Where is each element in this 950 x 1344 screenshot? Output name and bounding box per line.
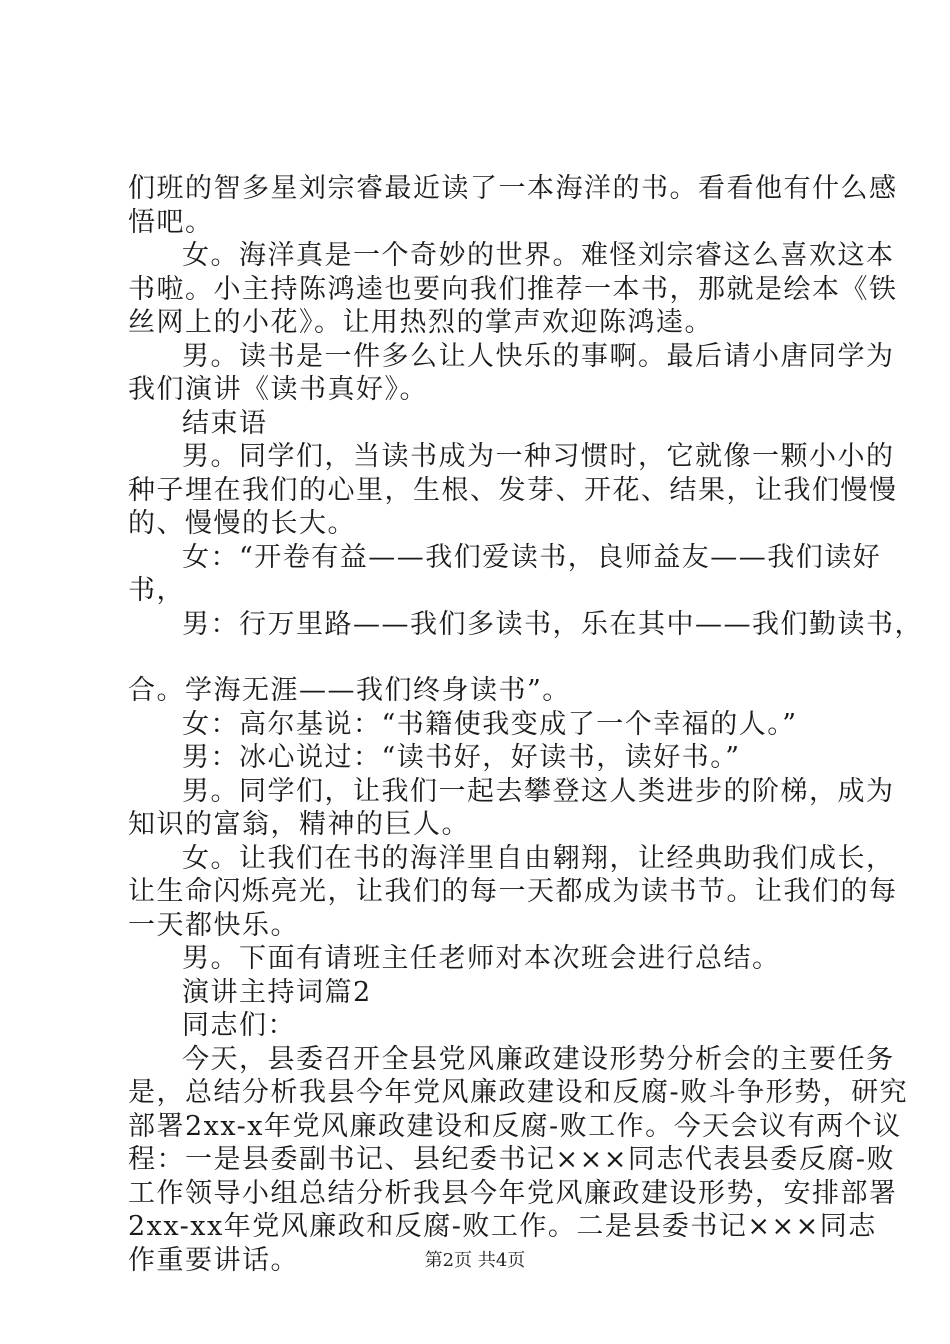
- text-line: 女：“开卷有益——我们爱读书，良师益友——我们读好: [182, 541, 882, 573]
- section-heading: 演讲主持词篇2: [182, 976, 372, 1008]
- text-line: 丝网上的小花》。让用热烈的掌声欢迎陈鸿逵。: [128, 307, 713, 338]
- text-line: 今天，县委召开全县党风廉政建设形势分析会的主要任务: [182, 1043, 895, 1075]
- text-line: 2xx-xx年党风廉政和反腐-败工作。二是县委书记×××同志: [128, 1211, 877, 1242]
- text-line: 是，总结分析我县今年党风廉政建设和反腐-败斗争形势，研究: [128, 1077, 909, 1108]
- text-line: 合。学海无涯——我们终身读书”。: [128, 675, 571, 706]
- text-line: 让生命闪烁亮光，让我们的每一天都成为读书节。让我们的每: [128, 876, 898, 907]
- salutation: 同志们：: [182, 1010, 296, 1041]
- text-line: 悟吧。: [128, 206, 214, 238]
- text-line: 我们演讲《读书真好》。: [128, 374, 428, 405]
- text-line: 男。读书是一件多么让人快乐的事啊。最后请小唐同学为: [182, 340, 895, 372]
- text-line: 种子埋在我们的心里，生根、发芽、开花、结果，让我们慢慢: [128, 474, 898, 506]
- text-line: 作重要讲话。: [128, 1244, 299, 1276]
- text-line: 女。海洋真是一个奇妙的世界。难怪刘宗睿这么喜欢这本: [182, 240, 895, 271]
- text-line: 书啦。小主持陈鸿逵也要向我们推荐一本书，那就是绘本《铁: [128, 273, 898, 305]
- text-line: 男：冰心说过：“读书好，好读书，读好书。”: [182, 742, 741, 773]
- blank-line: [128, 641, 840, 674]
- text-line: 男。同学们，让我们一起去攀登这人类进步的阶梯，成为: [182, 775, 895, 807]
- text-line: 程：一是县委副书记、县纪委书记×××同志代表县委反腐-败: [128, 1144, 895, 1175]
- text-line: 知识的富翁，精神的巨人。: [128, 809, 470, 840]
- text-line: 书，: [128, 575, 185, 606]
- section-heading: 结束语: [182, 407, 268, 439]
- text-line: 部署2xx-x年党风廉政建设和反腐-败工作。今天会议有两个议: [128, 1110, 902, 1142]
- page-number-footer: 第2页 共4页: [424, 1250, 526, 1271]
- text-line: 们班的智多星刘宗睿最近读了一本海洋的书。看看他有什么感: [128, 173, 898, 204]
- document-body: [128, 172, 923, 1277]
- text-line: 男：行万里路——我们多读书，乐在其中——我们勤读书，: [182, 608, 923, 640]
- text-line: 工作领导小组总结分析我县今年党风廉政建设形势，安排部署: [128, 1177, 898, 1209]
- text-line: 男。下面有请班主任老师对本次班会进行总结。: [182, 943, 781, 974]
- text-line: 女：高尔基说：“书籍使我变成了一个幸福的人。”: [182, 708, 798, 740]
- text-line: 一天都快乐。: [128, 909, 299, 941]
- text-line: 男。同学们，当读书成为一种习惯时，它就像一颗小小的: [182, 441, 895, 472]
- text-line: 的、慢慢的长大。: [128, 508, 356, 539]
- text-line: 女。让我们在书的海洋里自由翱翔，让经典助我们成长，: [182, 842, 895, 874]
